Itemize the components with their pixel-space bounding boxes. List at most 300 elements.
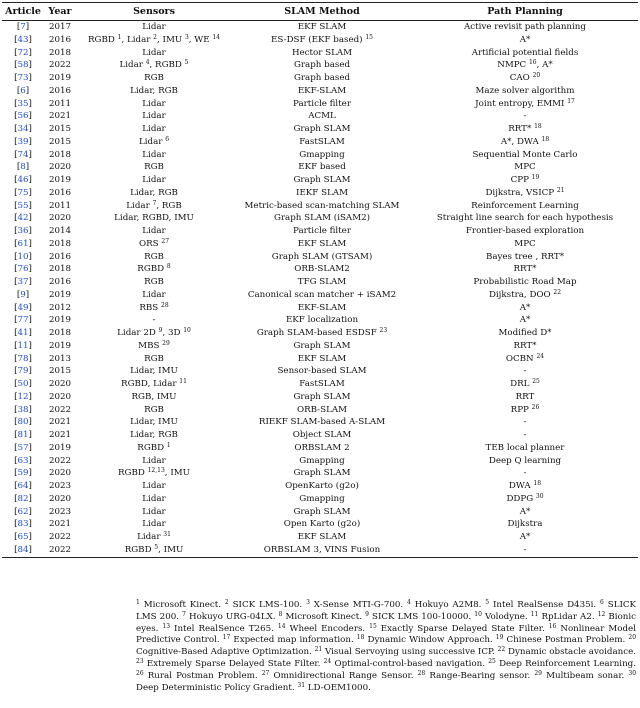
footnote-number: 4 xyxy=(407,599,411,606)
article-ref-cell: [65] xyxy=(14,532,32,543)
table-row xyxy=(2,506,638,519)
slam-method-cell: Gmapping xyxy=(299,493,345,504)
article-ref-link[interactable]: 9 xyxy=(20,289,26,300)
footnote: $^{15}$ Exactly Sparse Delayed State Filter. xyxy=(369,622,545,634)
table-header xyxy=(2,3,638,21)
year-cell: 2011 xyxy=(48,200,72,211)
year-cell: 2019 xyxy=(48,315,72,326)
footnote-marker: 19 xyxy=(531,174,540,182)
article-ref-cell: [43] xyxy=(14,34,32,45)
cell-text: Graph SLAM-based ESDSF xyxy=(256,328,380,339)
article-ref-link[interactable]: 11 xyxy=(17,340,29,351)
year-cell: 2013 xyxy=(48,353,72,364)
path-planning-cell: A* xyxy=(519,315,531,326)
sensors-cell: Lidar xyxy=(142,226,166,237)
footnote-number: 18 xyxy=(356,634,365,642)
year-cell: 2020 xyxy=(48,468,72,479)
table-row xyxy=(2,72,638,85)
footnote-marker: 18 xyxy=(541,135,550,143)
cell-text: Lidar xyxy=(126,200,153,211)
table-row xyxy=(2,225,638,238)
footnote-number: 22 xyxy=(497,646,506,654)
slam-method-cell: TFG SLAM xyxy=(297,277,347,288)
article-ref-cell: [7] xyxy=(16,22,30,33)
sensors-cell: Lidar xyxy=(142,493,166,504)
path-planning-cell xyxy=(412,59,638,72)
article-ref-link[interactable]: 65 xyxy=(17,532,29,543)
footnote-marker: 1 xyxy=(166,441,171,449)
sensors-cell xyxy=(76,200,232,213)
article-ref-cell: [81] xyxy=(14,430,32,441)
slam-method-cell: EKF-SLAM xyxy=(297,85,347,96)
sensors-cell: RGB xyxy=(144,251,164,262)
slam-method-cell: Graph SLAM xyxy=(293,124,351,135)
slam-method-cell: ACML xyxy=(308,111,336,122)
footnote: $^7$ Hokuyo URG-04LX. xyxy=(182,610,276,622)
year-cell: 2020 xyxy=(48,379,72,390)
article-ref-link[interactable]: 81 xyxy=(17,430,29,441)
year-cell: 2023 xyxy=(48,481,72,492)
year-cell: 2021 xyxy=(48,519,72,530)
table-row xyxy=(2,200,638,213)
sensors-cell: RGB xyxy=(144,162,164,173)
article-ref-link[interactable]: 35 xyxy=(17,98,29,109)
year-cell: 2017 xyxy=(48,22,72,33)
path-planning-cell: - xyxy=(523,468,527,479)
year-cell: 2018 xyxy=(48,328,72,339)
article-ref-link[interactable]: 59 xyxy=(17,468,29,479)
year-cell: 2019 xyxy=(48,175,72,186)
slam-method-cell: Graph SLAM (iSAM2) xyxy=(273,213,371,224)
footnote-marker: 9 xyxy=(158,327,163,335)
article-ref-link[interactable]: 63 xyxy=(17,455,29,466)
year-cell: 2020 xyxy=(48,493,72,504)
path-planning-cell xyxy=(412,136,638,149)
footnote: $^{13}$ Intel RealSence T265. xyxy=(162,622,274,634)
cell-text: Lidar 2D xyxy=(117,328,159,339)
slam-method-cell: Hector SLAM xyxy=(291,47,353,58)
year-cell: 2019 xyxy=(48,442,72,453)
cell-text: CPP xyxy=(510,175,532,186)
article-ref-cell: [50] xyxy=(14,379,32,390)
article-ref-link[interactable]: 43 xyxy=(17,34,29,45)
footnote-marker: 15 xyxy=(365,33,373,41)
table-row xyxy=(2,149,638,162)
footnote: $^{11}$ RpLidar A2. xyxy=(530,610,595,622)
slam-method-cell: Graph based xyxy=(293,60,351,71)
slam-method-cell: Open Karto (g2o) xyxy=(283,519,361,530)
table-row xyxy=(2,21,638,34)
table-row xyxy=(2,212,638,225)
cell-text: RGBD xyxy=(137,442,167,453)
footnote: $^{19}$ Chinese Postman Problem. xyxy=(495,634,626,646)
footnote-marker: 17 xyxy=(567,97,575,105)
footnote-marker: 7 xyxy=(152,199,157,207)
footnote: $^{14}$ Wheel Encoders. xyxy=(277,622,366,634)
article-ref-link[interactable]: 56 xyxy=(17,111,29,122)
article-ref-link[interactable]: 79 xyxy=(17,366,29,377)
article-ref-link[interactable]: 42 xyxy=(17,213,29,224)
footnote-marker: 31 xyxy=(163,531,171,539)
cell-text: RGBD xyxy=(137,264,167,275)
sensors-cell: RGB xyxy=(144,73,164,84)
footnote-marker: 12,13 xyxy=(147,467,165,475)
path-planning-cell xyxy=(412,289,638,302)
article-ref-link[interactable]: 49 xyxy=(17,302,29,313)
year-cell: 2020 xyxy=(48,213,72,224)
path-planning-cell: - xyxy=(523,417,527,428)
header-year: Year xyxy=(44,3,76,21)
cell-text: RGBD xyxy=(124,544,155,555)
year-cell: 2021 xyxy=(48,430,72,441)
footnote: $^{28}$ Range-Bearing sensor. xyxy=(417,669,531,681)
article-ref-cell: [49] xyxy=(14,302,32,313)
cell-text: , WE xyxy=(188,34,213,45)
path-planning-cell: A* xyxy=(519,506,531,517)
footnote: $^{25}$ Deep Reinforcement Learning. xyxy=(488,657,636,669)
sensors-cell xyxy=(76,531,232,544)
article-ref-cell: [55] xyxy=(14,200,32,211)
table-row xyxy=(2,429,638,442)
slam-method-cell: EKF localization xyxy=(285,315,359,326)
path-planning-cell xyxy=(412,404,638,417)
footnote: $^{26}$ Rural Postman Problem. xyxy=(136,669,258,681)
slam-method-cell xyxy=(232,327,412,340)
article-ref-link[interactable]: 55 xyxy=(17,200,29,211)
article-ref-link[interactable]: 73 xyxy=(17,73,29,84)
article-ref-link[interactable]: 80 xyxy=(17,417,29,428)
footnote-marker: 5 xyxy=(184,59,189,67)
footnote-marker: 2 xyxy=(153,33,157,41)
year-cell: 2022 xyxy=(48,404,72,415)
article-ref-cell: [56] xyxy=(14,111,32,122)
article-ref-link[interactable]: 82 xyxy=(17,493,29,504)
article-ref-cell: [78] xyxy=(14,353,32,364)
footnote-marker: 24 xyxy=(536,352,545,360)
article-ref-cell: [11] xyxy=(14,340,32,351)
footnote-number: 31 xyxy=(297,681,306,689)
year-cell: 2018 xyxy=(48,149,72,160)
path-planning-cell: RRT* xyxy=(513,340,537,351)
article-ref-cell: [42] xyxy=(14,213,32,224)
sensors-cell: Lidar xyxy=(142,455,166,466)
year-cell: 2022 xyxy=(48,60,72,71)
footnote-marker: 18 xyxy=(534,123,542,131)
table-row xyxy=(2,378,638,391)
table-row xyxy=(2,340,638,353)
table-row xyxy=(2,174,638,187)
footnote: $^{20}$ Cognitive-Based Adaptive Optimization. xyxy=(136,634,637,658)
footnote-number: 21 xyxy=(314,646,323,654)
cell-text: ORS xyxy=(138,238,162,249)
article-ref-link[interactable]: 38 xyxy=(17,404,29,415)
table-row xyxy=(2,161,638,174)
cell-text: CAO xyxy=(509,73,533,84)
footnote: $^{30}$ Deep Deterministic Policy Gradient. xyxy=(136,669,637,693)
article-ref-link[interactable]: 50 xyxy=(17,379,29,390)
cell-text: RGBD, Lidar xyxy=(121,379,180,390)
article-ref-cell: [62] xyxy=(14,506,32,517)
slam-method-cell: Graph SLAM xyxy=(293,468,351,479)
footnote-marker: 30 xyxy=(535,492,544,500)
table-row xyxy=(2,59,638,72)
article-ref-cell: [57] xyxy=(14,442,32,453)
path-planning-cell: MPC xyxy=(514,162,536,173)
cell-text: , RGBD xyxy=(149,60,185,71)
article-ref-cell: [8] xyxy=(16,162,30,173)
footnote: $^5$ Intel RealSense D435i. xyxy=(485,599,597,610)
sensors-cell: Lidar xyxy=(142,506,166,517)
cell-text: A*, DWA xyxy=(500,136,542,147)
slam-method-cell: Object SLAM xyxy=(292,430,352,441)
slam-method-cell: Particle filter xyxy=(293,98,351,109)
year-cell: 2011 xyxy=(48,98,72,109)
sensors-cell: Lidar, IMU xyxy=(130,366,178,377)
path-planning-cell: Maze solver algorithm xyxy=(475,85,575,96)
cell-text: , IMU xyxy=(157,34,185,45)
article-ref-link[interactable]: 57 xyxy=(17,442,29,453)
article-ref-link[interactable]: 41 xyxy=(17,328,29,339)
year-cell: 2019 xyxy=(48,73,72,84)
article-ref-link[interactable]: 72 xyxy=(17,47,29,58)
slam-method-cell: Metric-based scan-matching SLAM xyxy=(244,200,400,211)
footnote-number: 26 xyxy=(136,669,144,677)
table-row xyxy=(2,238,638,251)
article-ref-link[interactable]: 75 xyxy=(17,187,29,198)
article-ref-cell: [10] xyxy=(14,251,32,262)
table-row xyxy=(2,251,638,264)
article-ref-cell: [34] xyxy=(14,124,32,135)
article-ref-link[interactable]: 78 xyxy=(17,353,29,364)
path-planning-cell: RRT* xyxy=(513,264,537,275)
year-cell: 2021 xyxy=(48,417,72,428)
path-planning-cell xyxy=(412,98,638,111)
table-row xyxy=(2,136,638,149)
slam-method-cell: Graph SLAM (GTSAM) xyxy=(271,251,373,262)
sensors-cell: RGB, IMU xyxy=(131,391,177,402)
header-row xyxy=(2,3,638,21)
path-planning-cell: A* xyxy=(519,302,531,313)
article-ref-link[interactable]: 39 xyxy=(17,136,29,147)
footnote: $^{27}$ Omnidirectional Range Sensor. xyxy=(261,669,414,681)
footnote-number: 17 xyxy=(222,634,231,642)
table-row xyxy=(2,544,638,557)
article-ref-cell: [39] xyxy=(14,136,32,147)
footnote-marker: 3 xyxy=(184,33,189,41)
table-row xyxy=(2,276,638,289)
table-row xyxy=(2,187,638,200)
cell-text: NMPC xyxy=(497,60,529,71)
article-ref-link[interactable]: 64 xyxy=(17,481,29,492)
table-row xyxy=(2,327,638,340)
article-ref-cell: [79] xyxy=(14,366,32,377)
table-row xyxy=(2,365,638,378)
cell-text: Dijkstra, DOO xyxy=(488,289,554,300)
article-ref-link[interactable]: 58 xyxy=(17,60,29,71)
year-cell: 2015 xyxy=(48,124,72,135)
article-ref-cell: [36] xyxy=(14,226,32,237)
sensors-cell xyxy=(76,59,232,72)
article-ref-link[interactable]: 6 xyxy=(20,85,26,96)
slam-method-cell: EKF SLAM xyxy=(297,532,347,543)
slam-method-cell: RIEKF SLAM-based A-SLAM xyxy=(258,417,386,428)
article-ref-cell: [6] xyxy=(16,85,30,96)
article-ref-link[interactable]: 77 xyxy=(17,315,29,326)
article-ref-link[interactable]: 34 xyxy=(17,124,29,135)
slam-method-cell: Sensor-based SLAM xyxy=(277,366,367,377)
table-row xyxy=(2,442,638,455)
article-ref-link[interactable]: 7 xyxy=(20,22,26,33)
cell-text: RGBD xyxy=(118,468,148,479)
slam-method-cell: Graph based xyxy=(293,73,351,84)
year-cell: 2016 xyxy=(48,85,72,96)
article-ref-cell: [9] xyxy=(16,289,30,300)
year-cell: 2016 xyxy=(48,187,72,198)
path-planning-cell: - xyxy=(523,366,527,377)
article-ref-cell: [63] xyxy=(14,455,32,466)
footnote-number: 2 xyxy=(224,599,229,606)
footnote: $^1$ Microsoft Kinect. xyxy=(136,599,222,610)
slam-method-cell: ORBSLAM 2 xyxy=(294,442,350,453)
footnote-marker: 25 xyxy=(532,378,540,386)
article-ref-link[interactable]: 8 xyxy=(20,162,26,173)
slam-method-cell: EKF SLAM xyxy=(297,22,347,33)
footnote-number: 9 xyxy=(365,610,369,618)
slam-method-cell: Gmapping xyxy=(299,149,345,160)
slam-method-cell xyxy=(232,34,412,47)
cell-text: DDPG xyxy=(506,493,536,504)
cell-text: Joint entropy, EMMI xyxy=(475,98,568,109)
table-row xyxy=(2,480,638,493)
footnote-marker: 18 xyxy=(533,480,542,488)
footnote: $^4$ Hokuyo A2M8. xyxy=(407,599,482,610)
footnote-number: 25 xyxy=(488,657,496,665)
article-ref-link[interactable]: 12 xyxy=(17,391,29,402)
footnote-marker: 21 xyxy=(556,186,565,194)
footnote-marker: 4 xyxy=(145,59,150,67)
footnote: $^{31}$ LD-OEM1000. xyxy=(297,681,371,693)
footnote-marker: 26 xyxy=(531,403,540,411)
path-planning-cell: Straight line search for each hypothesis xyxy=(436,213,614,224)
article-ref-link[interactable]: 46 xyxy=(17,175,29,186)
table-row xyxy=(2,85,638,98)
header-slam-method: SLAM Method xyxy=(232,3,412,21)
footnote-number: 29 xyxy=(534,669,542,677)
slam-method-cell: EKF SLAM xyxy=(297,353,347,364)
year-cell: 2020 xyxy=(48,162,72,173)
footnote-number: 8 xyxy=(278,610,283,618)
slam-method-cell: ORBSLAM 3, VINS Fusion xyxy=(232,544,412,557)
sensors-cell xyxy=(76,467,232,480)
sensors-cell xyxy=(76,136,232,149)
sensors-cell xyxy=(76,238,232,251)
path-planning-cell xyxy=(412,174,638,187)
table-row xyxy=(2,416,638,429)
article-ref-link[interactable]: 76 xyxy=(17,264,29,275)
slam-method-cell: Gmapping xyxy=(299,455,345,466)
sensors-cell: Lidar xyxy=(142,481,166,492)
table-row xyxy=(2,404,638,417)
sensors-cell: Lidar, IMU xyxy=(130,417,178,428)
article-ref-link[interactable]: 36 xyxy=(17,226,29,237)
footnote-number: 20 xyxy=(628,634,637,642)
path-planning-cell: A* xyxy=(519,532,531,543)
sensors-cell: Lidar, RGB xyxy=(130,85,178,96)
article-ref-link[interactable]: 62 xyxy=(17,506,29,517)
path-planning-cell: RRT xyxy=(515,391,535,402)
footnote-marker: 1 xyxy=(117,33,122,41)
path-planning-cell: Frontier-based exploration xyxy=(465,226,585,237)
article-ref-cell: [41] xyxy=(14,328,32,339)
cell-text: Dijkstra, VSICP xyxy=(485,187,557,198)
footnote: $^{16}$ Nonlinear Model Predictive Control. xyxy=(136,622,636,646)
article-ref-link[interactable]: 74 xyxy=(17,149,29,160)
sensors-cell: Lidar, RGB xyxy=(130,187,178,198)
footnote-number: 16 xyxy=(548,622,557,630)
article-ref-link[interactable]: 84 xyxy=(17,544,29,555)
footnote-marker: 29 xyxy=(162,339,170,347)
header-path-planning: Path Planning xyxy=(412,3,638,21)
cell-text: RBS xyxy=(139,302,161,313)
footnote-number: 19 xyxy=(495,634,504,642)
year-cell: 2018 xyxy=(48,264,72,275)
table-row xyxy=(2,493,638,506)
year-cell: 2015 xyxy=(48,136,72,147)
article-ref-link[interactable]: 10 xyxy=(17,251,29,262)
footnote: $^{29}$ Multibeam sonar. xyxy=(534,669,625,681)
path-planning-cell: Modified D* xyxy=(498,328,552,339)
path-planning-cell: Probabilistic Road Map xyxy=(473,277,577,288)
footnote-number: 28 xyxy=(417,669,426,677)
slam-method-cell: ORB-SLAM2 xyxy=(294,264,350,275)
slam-method-cell: Canonical scan matcher + iSAM2 xyxy=(247,289,397,300)
year-cell: 2022 xyxy=(48,455,72,466)
year-cell: 2015 xyxy=(48,366,72,377)
path-planning-cell: A* xyxy=(519,34,531,45)
year-cell: 2016 xyxy=(48,251,72,262)
footnote: $^3$ X-Sense MTI-G-700. xyxy=(306,599,404,610)
sensors-cell: Lidar xyxy=(142,149,166,160)
article-ref-cell: [59] xyxy=(14,468,32,479)
footnote-marker: 6 xyxy=(165,135,170,143)
article-ref-cell: [58] xyxy=(14,60,32,71)
article-ref-link[interactable]: 83 xyxy=(17,519,29,530)
path-planning-cell xyxy=(412,493,638,506)
footnote-number: 10 xyxy=(474,610,482,618)
table-row xyxy=(2,391,638,404)
cell-text: RRT* xyxy=(508,124,535,135)
footnote: $^{18}$ Dynamic Window Approach. xyxy=(356,634,493,646)
footnote-marker: 8 xyxy=(166,263,171,271)
sensors-cell: Lidar xyxy=(142,98,166,109)
year-cell: 2022 xyxy=(44,544,76,557)
year-cell: 2023 xyxy=(48,506,72,517)
article-ref-link[interactable]: 37 xyxy=(17,277,29,288)
cell-text: , IMU xyxy=(158,544,184,555)
article-ref-cell: [72] xyxy=(14,47,32,58)
article-ref-cell: [75] xyxy=(14,187,32,198)
article-ref-link[interactable]: 61 xyxy=(17,238,29,249)
sensors-cell: Lidar, RGB xyxy=(130,430,178,441)
year-cell: 2022 xyxy=(48,532,72,543)
sensors-cell: RGB xyxy=(144,277,164,288)
article-ref-cell: [38] xyxy=(14,404,32,415)
footnote-marker: 10 xyxy=(183,327,191,335)
article-ref-cell: [12] xyxy=(14,391,32,402)
footnote: $^8$ Microsoft Kinect. xyxy=(278,610,363,622)
cell-text: , RGB xyxy=(156,200,182,211)
article-ref-cell: [73] xyxy=(14,73,32,84)
